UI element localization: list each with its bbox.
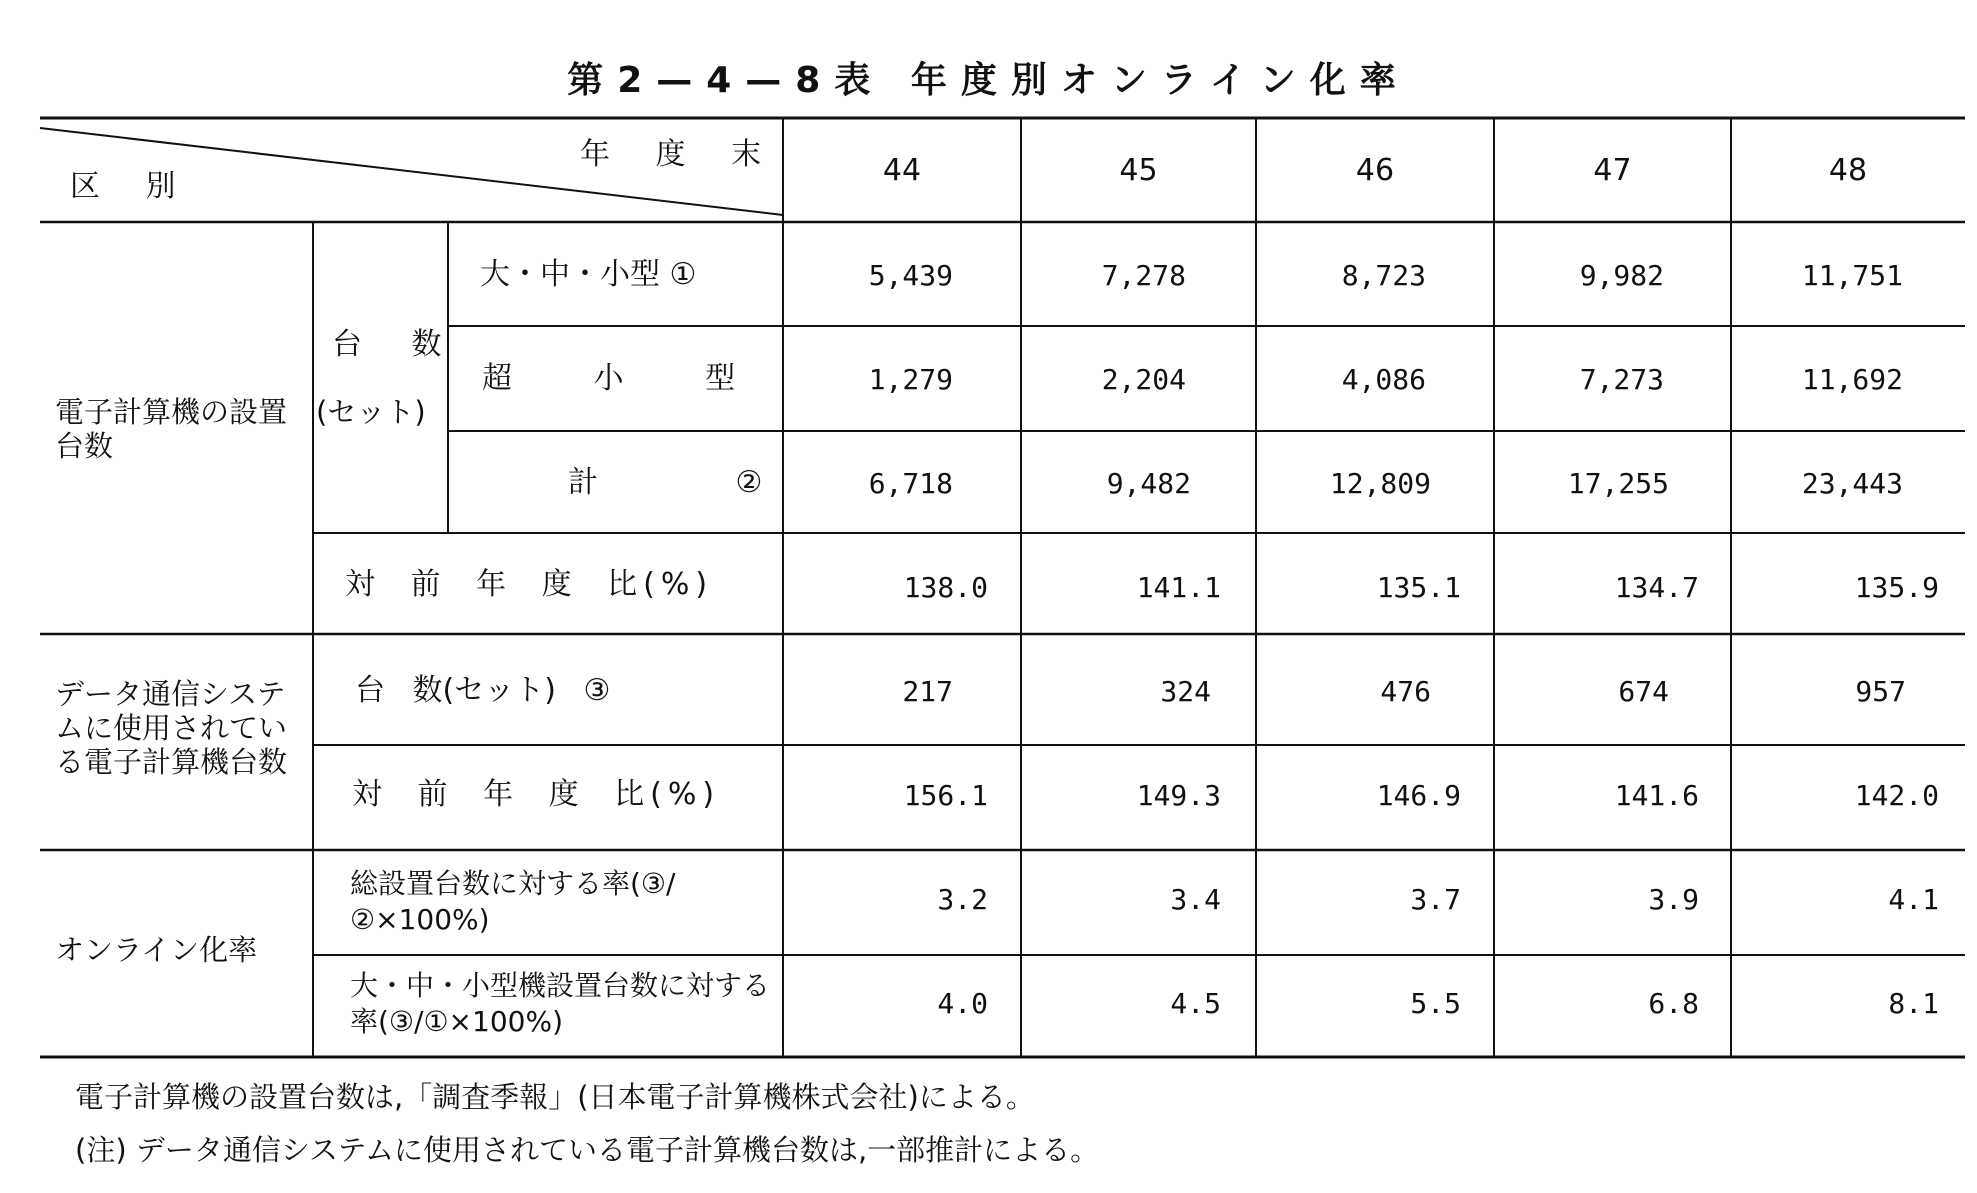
table-cell: 8,723	[1341, 259, 1426, 292]
table-cell: 3.2	[937, 883, 988, 916]
year-header: 45	[1119, 153, 1158, 188]
table-cell: 5,439	[868, 259, 953, 292]
table-cell: 7,278	[1101, 259, 1186, 292]
table-cell: 149.3	[1136, 779, 1221, 812]
year-header: 48	[1828, 153, 1868, 188]
year-header: 44	[882, 153, 922, 188]
table-cell: 2,204	[1101, 363, 1186, 396]
group-label-units-sub: (セット)	[316, 395, 426, 429]
table-cell: 134.7	[1614, 571, 1699, 604]
group-label-online: オンライン化率	[55, 933, 258, 967]
table-cell: 9,482	[1106, 467, 1191, 500]
table-cell: 6.8	[1648, 987, 1699, 1020]
table-cell: 674	[1618, 675, 1669, 708]
table-cell: 142.0	[1854, 779, 1939, 812]
row-label-datacomm-units: 台 数(セット) ③	[355, 673, 611, 708]
table-cell: 1,279	[868, 363, 953, 396]
row-label-yoy-datacomm: 対 前 年 度 比(%)	[352, 777, 721, 812]
source-note: 電子計算機の設置台数は,「調査季報」(日本電子計算機株式会社)による。	[75, 1080, 1035, 1114]
table-cell: 138.0	[903, 571, 988, 604]
table-cell: 476	[1380, 675, 1431, 708]
table-cell: 4.1	[1888, 883, 1939, 916]
table-cell: 4,086	[1341, 363, 1426, 396]
table-cell: 4.0	[937, 987, 988, 1020]
table-cell: 156.1	[903, 779, 988, 812]
row-label-rate-total: 総設置台数に対する率(③/②×100%)	[350, 867, 676, 936]
table-cell: 3.4	[1170, 883, 1221, 916]
group-label-computers: 電子計算機の設置台数	[55, 395, 288, 463]
table-cell: 8.1	[1888, 987, 1939, 1020]
table-cell: 5.5	[1410, 987, 1461, 1020]
table-cell: 6,718	[868, 467, 953, 500]
year-header: 46	[1355, 153, 1395, 188]
table-cell: 3.7	[1410, 883, 1461, 916]
table-cell: 12,809	[1329, 467, 1431, 500]
row-label-yoy-computers: 対 前 年 度 比(%)	[345, 567, 714, 602]
row-label-rate-large: 大・中・小型機設置台数に対する率(③/①×100%)	[350, 969, 771, 1038]
table-cell: 324	[1160, 675, 1211, 708]
table-cell: 957	[1855, 675, 1906, 708]
table-cell: 217	[902, 675, 953, 708]
table-cell: 7,273	[1579, 363, 1664, 396]
table-cell: 141.6	[1614, 779, 1699, 812]
table-title: 第2—4—8表 年度別オンライン化率	[567, 60, 1410, 101]
year-header: 47	[1593, 153, 1632, 188]
table-cell: 9,982	[1579, 259, 1664, 292]
table-cell: 3.9	[1648, 883, 1699, 916]
footnote: (注) データ通信システムに使用されている電子計算機台数は,一部推計による。	[75, 1133, 1100, 1167]
group-label-units: 台 数	[332, 327, 462, 362]
corner-header-year-end: 年 度 末	[580, 137, 780, 172]
table-cell: 135.1	[1376, 571, 1461, 604]
table-cell: 4.5	[1170, 987, 1221, 1020]
table-cell: 146.9	[1376, 779, 1461, 812]
row-label-ultra-small: 超 小 型	[482, 361, 772, 396]
table-cell: 135.9	[1854, 571, 1939, 604]
row-label-large-medium-small: 大・中・小型 ①	[480, 257, 697, 292]
row-label-total: 計 ②	[568, 465, 763, 500]
table-cell: 11,751	[1801, 259, 1903, 292]
table-cell: 17,255	[1567, 467, 1669, 500]
table-cell: 23,443	[1801, 467, 1903, 500]
corner-header-category: 区 別	[70, 169, 194, 204]
group-label-datacomm: データ通信システムに使用されている電子計算機台数	[55, 677, 288, 779]
table-cell: 11,692	[1801, 363, 1903, 396]
table-cell: 141.1	[1136, 571, 1221, 604]
